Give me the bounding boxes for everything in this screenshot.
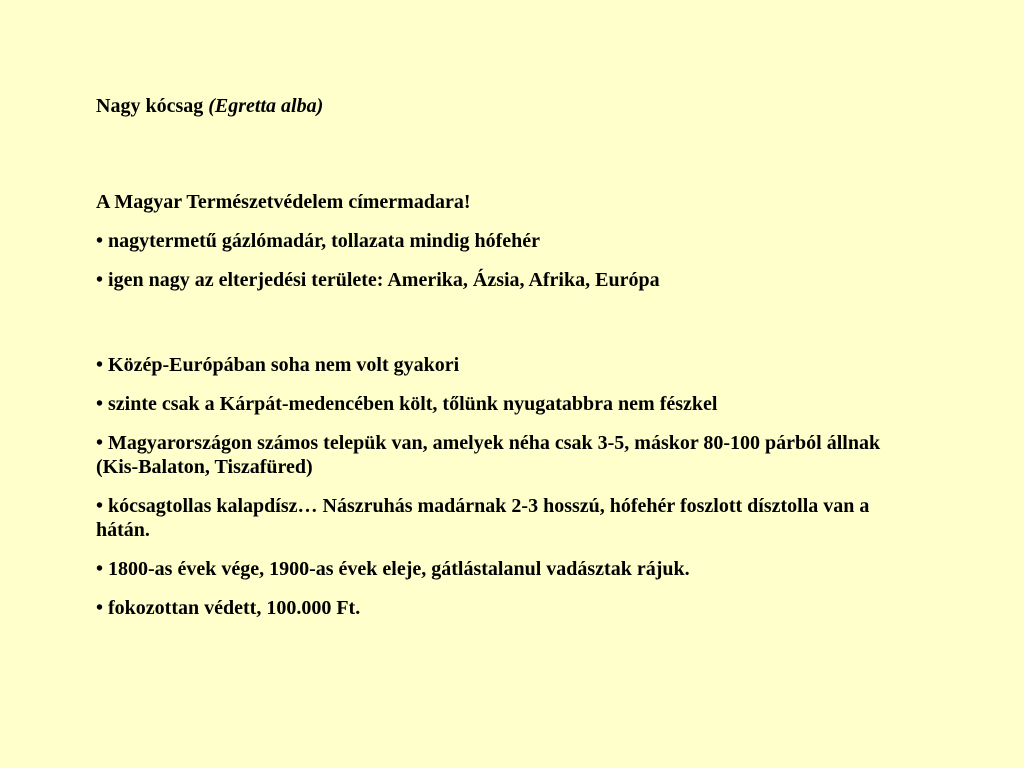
species-latin-name: (Egretta alba) <box>208 95 324 117</box>
bullet-marker: • <box>96 354 104 376</box>
bullet-marker: • <box>96 495 104 517</box>
bullet-item <box>96 596 916 620</box>
slide-subtitle: A Magyar Természetvédelem címermadara! <box>96 191 471 213</box>
bullet-text: Közép-Európában soha nem volt gyakori <box>108 354 460 376</box>
bullet-item <box>96 431 916 479</box>
bullet-item <box>96 494 916 542</box>
bullet-item <box>96 268 916 292</box>
bullet-text: 1800-as évek vége, 1900-as évek eleje, gátlástalanul vadásztak rájuk. <box>108 558 690 580</box>
bullet-item <box>96 392 916 416</box>
slide-content <box>96 94 916 620</box>
bullet-text: szinte csak a Kárpát-medencében költ, tőlünk nyugatabbra nem fészkel <box>108 393 718 415</box>
bullet-marker: • <box>96 269 104 291</box>
bullet-marker: • <box>96 393 104 415</box>
bullet-marker: • <box>96 558 104 580</box>
bullet-text: kócsagtollas kalapdísz… Nászruhás madárnak 2-3 hosszú, hófehér foszlott dísztolla van a hátán. <box>96 495 870 541</box>
bullet-text: Magyarországon számos telepük van, amelyek néha csak 3-5, máskor 80-100 párból állnak (Kis-Balaton, Tiszafüred) <box>96 432 881 478</box>
bullet-item <box>96 229 916 253</box>
bullet-item <box>96 353 916 377</box>
bullet-item <box>96 557 916 581</box>
bullet-marker: • <box>96 432 104 454</box>
bullet-text: igen nagy az elterjedési területe: Amerika, Ázsia, Afrika, Európa <box>108 269 660 291</box>
bullet-text: fokozottan védett, 100.000 Ft. <box>108 597 361 619</box>
bullet-text: nagytermetű gázlómadár, tollazata mindig hófehér <box>108 230 540 252</box>
species-name: Nagy kócsag <box>96 95 204 117</box>
bullet-marker: • <box>96 230 104 252</box>
bullet-marker: • <box>96 597 104 619</box>
slide-title <box>96 94 916 118</box>
